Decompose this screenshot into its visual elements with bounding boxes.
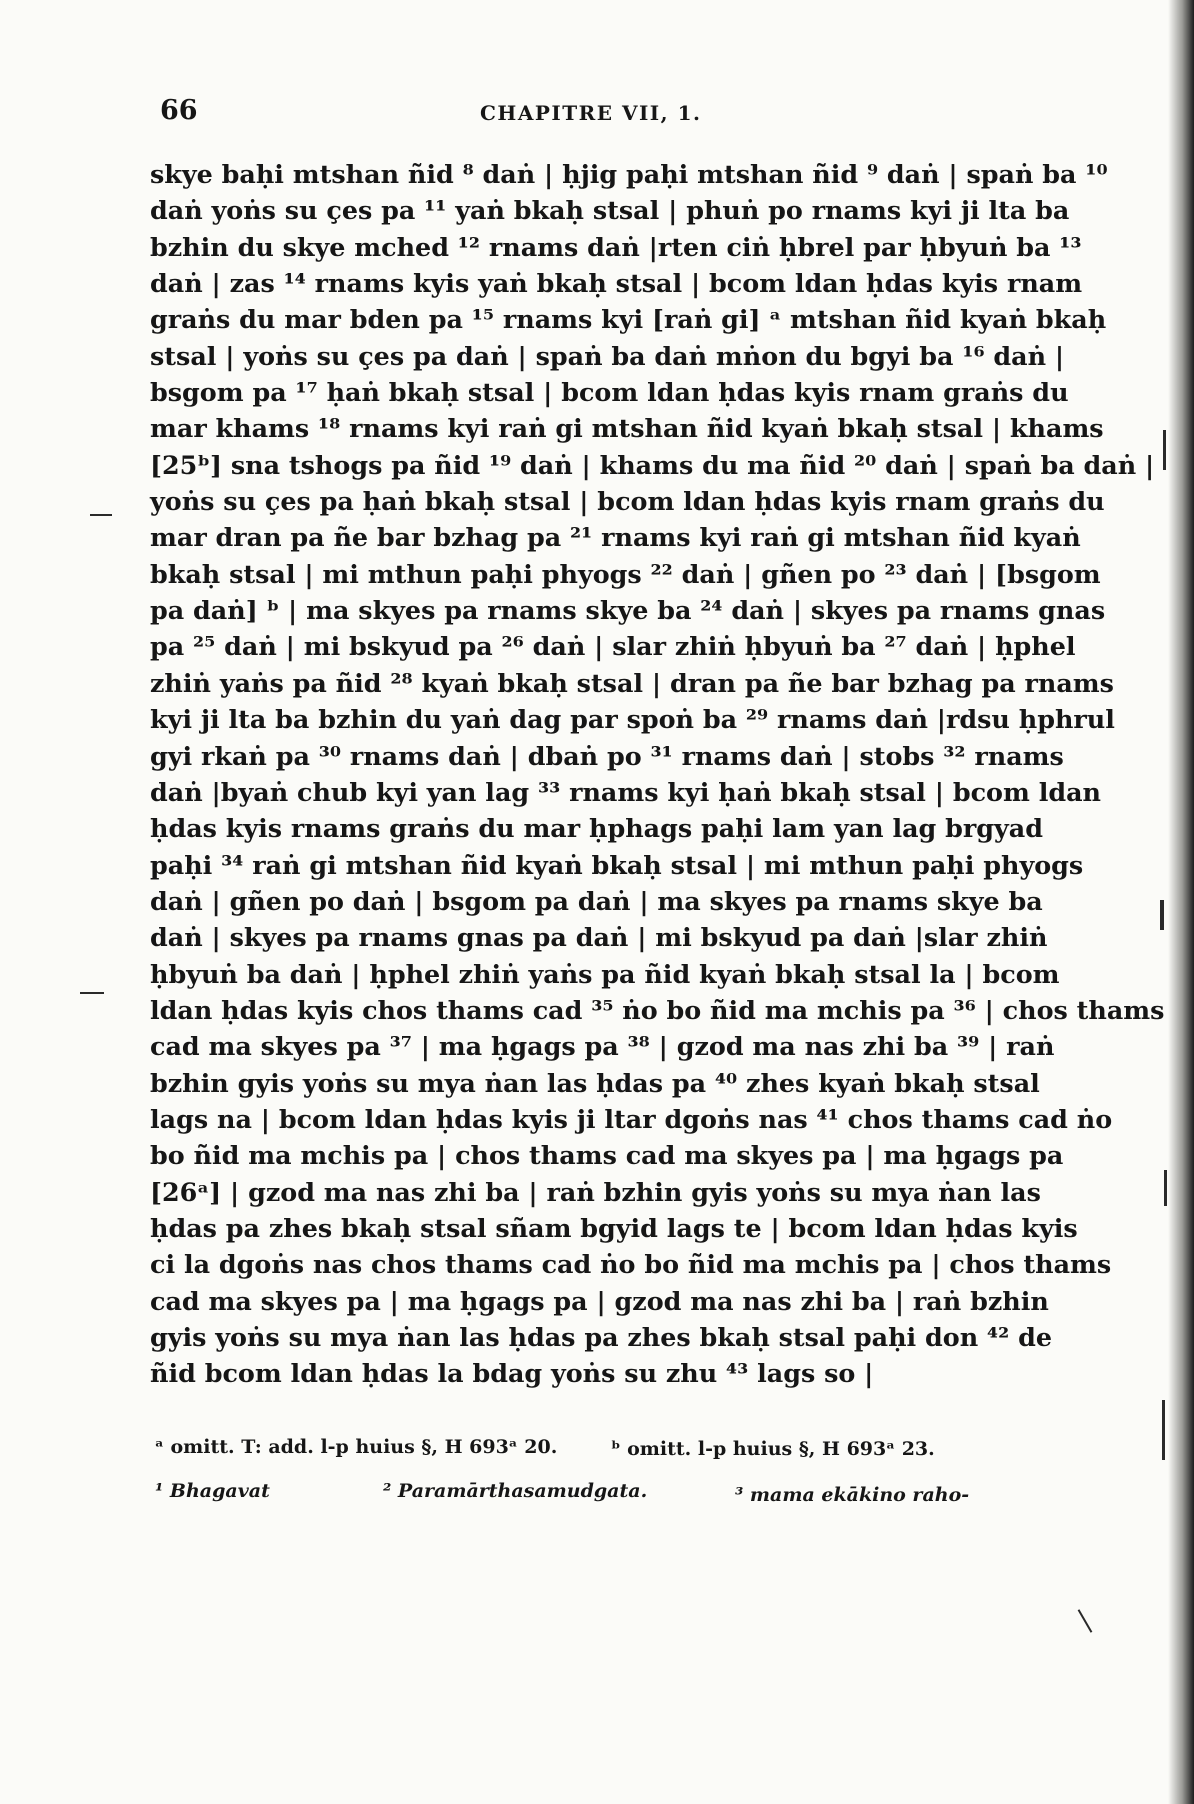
text-line-last: ñid bcom ldan ḥdas la bdag yoṅs su zhu ⁴³ lags so | [150,1358,874,1389]
text-line: bzhin du skye mched ¹² rnams daṅ |rten ciṅ ḥbrel par ḥbyuṅ ba ¹³ [150,231,1082,262]
page-number: 66 [160,95,198,126]
text-line: pa ²⁵ daṅ | mi bskyud pa ²⁶ daṅ | slar zhiṅ ḥbyuṅ ba ²⁷ daṅ | ḥphel [150,631,1076,662]
text-line: daṅ | skyes pa rnams gnas pa daṅ | mi bskyud pa daṅ |slar zhiṅ [150,922,1048,953]
text-line: ldan ḥdas kyis chos thams cad ³⁵ ṅo bo ñid ma mchis pa ³⁶ | chos thams [150,994,1165,1025]
scan-artifact [80,992,104,994]
text-line: bkaḥ stsal | mi mthun paḥi phyogs ²² daṅ | gñen po ²³ daṅ | [bsgom [150,558,1101,589]
text-line: ci la dgoṅs nas chos thams cad ṅo bo ñid ma mchis pa | chos thams [150,1249,1112,1280]
text-line: mar khams ¹⁸ rnams kyi raṅ gi mtshan ñid kyaṅ bkaḥ stsal | khams [150,413,1104,444]
scan-artifact [90,514,112,516]
page-edge-shadow [1168,0,1194,1804]
text-line: ḥdas pa zhes bkaḥ stsal sñam bgyid lags te | bcom ldan ḥdas kyis [150,1212,1078,1243]
footnote-2: ² Paramārthasamudgata. [383,1480,648,1502]
text-line: bo ñid ma mchis pa | chos thams cad ma skyes pa | ma ḥgags pa [150,1140,1064,1171]
footnotes [155,1436,1015,1524]
text-line: yoṅs su çes pa ḥaṅ bkaḥ stsal | bcom ldan ḥdas kyis rnam graṅs du [150,486,1105,517]
body-text [150,156,1165,1392]
text-line: [25ᵇ] sna tshogs pa ñid ¹⁹ daṅ | khams du ma ñid ²⁰ daṅ | spaṅ ba daṅ | [150,449,1155,480]
footnote-b: ᵇ omitt. l-p huius §, H 693ᵃ 23. [611,1438,935,1460]
text-line: lags na | bcom ldan ḥdas kyis ji ltar dgoṅs nas ⁴¹ chos thams cad ṅo [150,1103,1113,1134]
text-line: kyi ji lta ba bzhin du yaṅ dag par spoṅ ba ²⁹ rnams daṅ |rdsu ḥphrul [150,704,1115,735]
scan-artifact [1164,1170,1167,1206]
critical-apparatus [155,1436,1015,1480]
running-title: CHAPITRE VII, 1. [480,101,702,125]
text-line: pa daṅ] ᵇ | ma skyes pa rnams skye ba ²⁴ daṅ | skyes pa rnams gnas [150,595,1106,626]
text-line: ḥbyuṅ ba daṅ | ḥphel zhiṅ yaṅs pa ñid kyaṅ bkaḥ stsal la | bcom [150,958,1060,989]
scan-artifact [1163,430,1166,470]
text-line: [26ᵃ] | gzod ma nas zhi ba | raṅ bzhin gyis yoṅs su mya ṅan las [150,1176,1041,1207]
text-line: gyi rkaṅ pa ³⁰ rnams daṅ | dbaṅ po ³¹ rnams daṅ | stobs ³² rnams [150,740,1064,771]
footnote-1: ¹ Bhagavat [155,1480,270,1502]
footnote-3: ³ mama ekākino raho- [735,1484,970,1506]
text-line: ḥdas kyis rnams graṅs du mar ḥphags paḥi lam yan lag brgyad [150,813,1043,844]
sanskrit-notes [155,1480,1015,1524]
scan-artifact [1160,900,1164,930]
text-line: paḥi ³⁴ raṅ gi mtshan ñid kyaṅ bkaḥ stsal | mi mthun paḥi phyogs [150,849,1084,880]
text-line: daṅ | gñen po daṅ | bsgom pa daṅ | ma skyes pa rnams skye ba [150,885,1043,916]
text-line: daṅ yoṅs su çes pa ¹¹ yaṅ bkaḥ stsal | phuṅ po rnams kyi ji lta ba [150,195,1070,226]
text-line: mar dran pa ñe bar bzhag pa ²¹ rnams kyi raṅ gi mtshan ñid kyaṅ [150,522,1081,553]
text-line: skye baḥi mtshan ñid ⁸ daṅ | ḥjig paḥi mtshan ñid ⁹ daṅ | spaṅ ba ¹⁰ [150,159,1108,189]
footnote-a: ᵃ omitt. T: add. l-p huius §, H 693ᵃ 20. [155,1436,558,1458]
text-line: gyis yoṅs su mya ṅan las ḥdas pa zhes bkaḥ stsal paḥi don ⁴² de [150,1322,1053,1352]
text-line: graṅs du mar bden pa ¹⁵ rnams kyi [raṅ gi] ᵃ mtshan ñid kyaṅ bkaḥ [150,304,1107,335]
text-line: daṅ |byaṅ chub kyi yan lag ³³ rnams kyi ḥaṅ bkaḥ stsal | bcom ldan [150,776,1102,807]
text-line: daṅ | zas ¹⁴ rnams kyis yaṅ bkaḥ stsal | bcom ldan ḥdas kyis rnam [150,268,1083,299]
text-line: cad ma skyes pa ³⁷ | ma ḥgags pa ³⁸ | gzod ma nas zhi ba ³⁹ | raṅ [150,1031,1055,1062]
scan-artifact [1078,1609,1093,1633]
text-line: stsal | yoṅs su çes pa daṅ | spaṅ ba daṅ mṅon du bgyi ba ¹⁶ daṅ | [150,340,1065,371]
scan-artifact [1162,1400,1165,1460]
page-header [160,95,1010,135]
text-line: cad ma skyes pa | ma ḥgags pa | gzod ma nas zhi ba | raṅ bzhin [150,1285,1049,1316]
text-line: bsgom pa ¹⁷ ḥaṅ bkaḥ stsal | bcom ldan ḥdas kyis rnam graṅs du [150,377,1069,408]
text-line: zhiṅ yaṅs pa ñid ²⁸ kyaṅ bkaḥ stsal | dran pa ñe bar bzhag pa rnams [150,667,1114,698]
text-line: bzhin gyis yoṅs su mya ṅan las ḥdas pa ⁴⁰ zhes kyaṅ bkaḥ stsal [150,1067,1040,1098]
